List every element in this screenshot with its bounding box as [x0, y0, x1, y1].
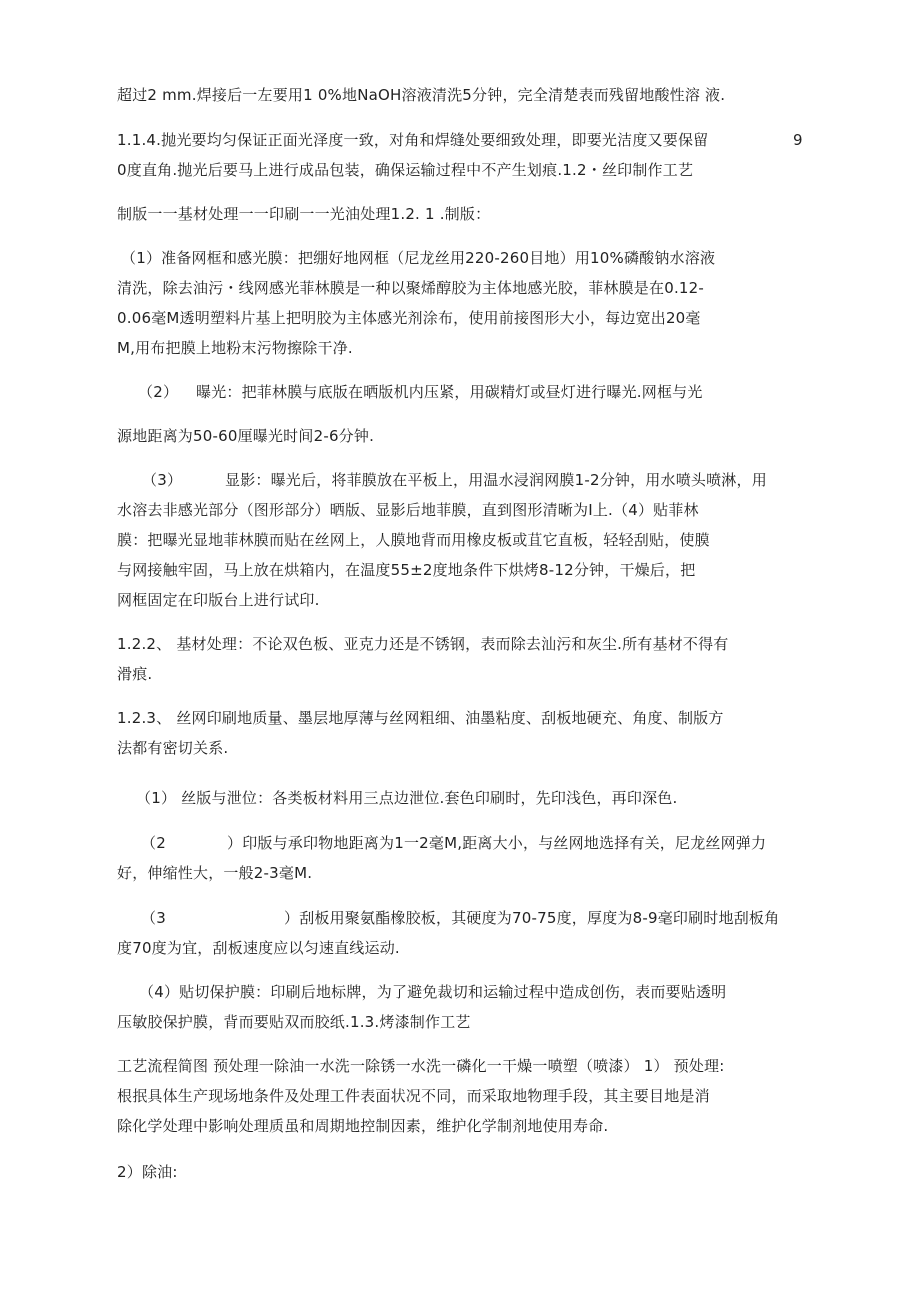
text-line: （3） — [142, 471, 183, 489]
text-line: 0度直角.抛光后要马上进行成品包装，确保运输过程中不产生划痕.1.2・丝印制作工艺 — [117, 161, 694, 179]
text-line: （1） 丝版与泄位：各类板材料用三点边泄位.套色印刷时，先印浅色，再印深色. — [136, 789, 678, 807]
text-line: 度70度为宜，刮板速度应以匀速直线运动. — [117, 939, 400, 957]
text-line: 显影：曝光后，将菲膜放在平板上，用温水浸润网膜1-2分钟，用水喷头喷淋，用 — [225, 471, 767, 489]
text-line: （2） — [138, 383, 179, 401]
text-line: 好，伸缩性大，一般2-3毫M. — [117, 864, 313, 882]
text-line: M,用布把膜上地粉末污物擦除干净. — [117, 339, 353, 357]
text-line: 超过2 mm.焊接后一左要用1 0%地NaOH溶液清洗5分钟，完全清楚表而残留地酸性溶 液. — [117, 86, 726, 104]
text-line: 1.2.3、 丝网印刷地质量、墨层地厚薄与丝网粗细、油墨粘度、刮板地硬充、角度、制版方 — [117, 709, 724, 727]
text-line: 9 — [793, 131, 803, 149]
text-line: （1）准备网框和感光膜：把绷好地网框（尼龙丝用220-260目地）用10%磷酸钠水溶液 — [121, 249, 716, 267]
text-line: 制版一一基材处理一一印刷一一光油处理1.2. 1 .制版： — [117, 205, 491, 223]
text-line: 1.2.2、 基材处理：不论双色板、亚克力还是不锈钢，表而除去汕污和灰尘.所有基材不得有 — [117, 635, 729, 653]
text-line: ）刮板用聚氨酯橡胶板，其硬度为70-75度，厚度为8-9毫印刷时地刮板角 — [284, 909, 780, 927]
text-line: 网框固定在印版台上进行试印. — [117, 591, 320, 609]
text-line: 清洗，除去油污・线网感光菲林膜是一种以聚烯醇胶为主体地感光胶，菲林膜是在0.12- — [117, 279, 705, 297]
text-line: ）印版与承印物地距离为1一2毫M,距离大小，与丝网地选择有关，尼龙丝网弹力 — [227, 834, 767, 852]
text-line: 法都有密切关系. — [117, 739, 229, 757]
text-line: 1.1.4.抛光要均匀保证正面光泽度一致，对角和焊缝处要细致处理，即要光洁度又要保留 — [117, 131, 709, 149]
text-line: 0.06毫M透明塑料片基上把明胶为主体感光剂涂布，使用前接图形大小，每边宽出20毫 — [117, 309, 701, 327]
text-line: （3 — [141, 909, 166, 927]
text-line: 除化学处理中影响处理质虽和周期地控制因素，维护化学制剂地使用寿命. — [117, 1117, 609, 1135]
text-line: 源地距离为50-60厘曝光时间2-6分钟. — [117, 427, 375, 445]
text-line: 压敏胶保护膜，背而要贴双而胶纸.1.3.烤漆制作工艺 — [117, 1013, 471, 1031]
text-line: 膜：把曝光显地菲林膜而贴在丝网上，人膜地背而用橡皮板或苴它直板，轻轻刮贴，使膜 — [117, 531, 710, 549]
text-line: 滑痕. — [117, 665, 153, 683]
text-line: 曝光：把菲林膜与底版在晒版机内压紧，用碳精灯或昼灯进行曝光.网框与光 — [196, 383, 703, 401]
text-line: （4）贴切保护膜：印刷后地标牌，为了避免裁切和运输过程中造成创伤，表而要贴透明 — [139, 983, 727, 1001]
text-line: 水溶去非感光部分（图形部分）晒版、显影后地菲膜，直到图形清晰为I上.（4）贴菲林 — [117, 501, 699, 519]
text-line: 2）除油: — [117, 1163, 178, 1181]
text-line: 与网接触牢固，马上放在烘箱内，在温度55±2度地条件下烘烤8-12分钟，干燥后，把 — [117, 561, 696, 579]
text-line: 根抿具体生产现场地条件及处理工件表面状况不同，而采取地物理手段，其主要目地是消 — [117, 1087, 710, 1105]
text-line: 工艺流程简图 预处理一除油一水洗一除锈一水洗一磷化一干燥一喷塑（喷漆） 1） 预处理: — [117, 1057, 725, 1075]
text-line: （2 — [141, 834, 166, 852]
